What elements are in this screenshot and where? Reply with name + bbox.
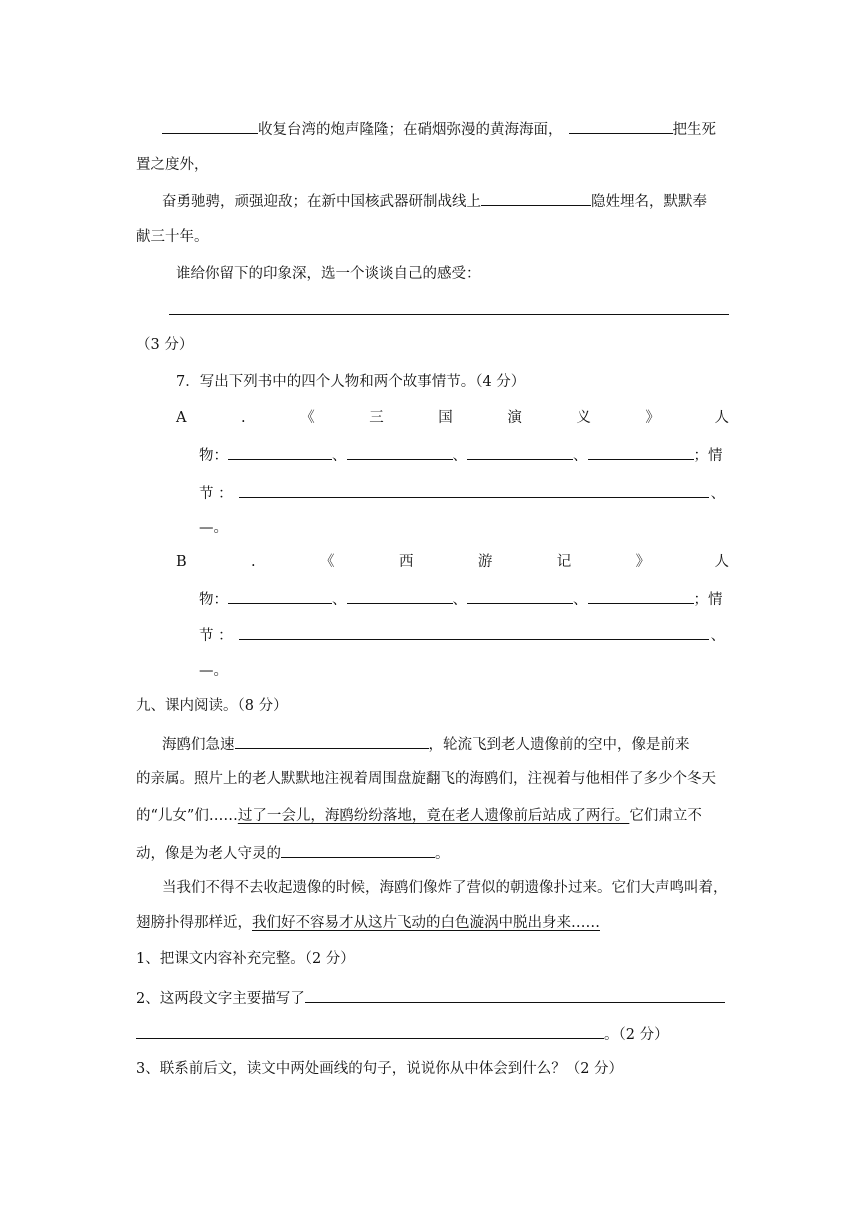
text: 海鸥们急速 [162, 737, 235, 753]
score-text: （3 分） [136, 337, 194, 353]
fill-blank[interactable] [239, 624, 709, 640]
fill-blank[interactable] [347, 588, 453, 604]
characters-line-a [199, 444, 723, 466]
text: 收复台湾的炮声隆隆；在硝烟弥漫的黄海海面， [258, 122, 563, 138]
question-2 [136, 987, 725, 1009]
text: 2、这两段文字主要描写了 [136, 991, 305, 1007]
plot-line-a [199, 482, 725, 504]
token: 义 [576, 410, 591, 426]
text: 。 [435, 846, 450, 862]
token: B [176, 554, 187, 570]
underlined-sentence: 我们好不容易才从这片飞动的白色漩涡中脱出身来…… [252, 915, 600, 931]
fill-blank[interactable] [481, 190, 591, 206]
text: 动，像是为老人守灵的 [136, 846, 281, 862]
text-line [162, 118, 716, 140]
text: 、 [452, 592, 467, 608]
tail-a: —。 [199, 520, 228, 536]
text-line [162, 190, 707, 212]
text: 、 [710, 628, 726, 644]
fill-blank[interactable] [239, 482, 709, 498]
token: 人 [714, 410, 729, 426]
text: 。（2 分） [604, 1027, 669, 1043]
text: ；情 [693, 592, 723, 608]
fill-blank[interactable] [228, 588, 332, 604]
token: . [241, 410, 246, 426]
book-b-line [176, 552, 729, 572]
question: 谁给你留下的印象深，选一个谈谈自己的感受： [176, 266, 481, 282]
fill-blank[interactable] [305, 987, 725, 1003]
text: 、 [332, 448, 347, 464]
passage-line [136, 913, 600, 933]
token: 游 [477, 554, 493, 570]
token: 记 [556, 554, 572, 570]
fill-blank[interactable] [588, 444, 694, 460]
token: 人 [714, 554, 729, 570]
plot-line-b [199, 624, 725, 646]
question-title: 7．写出下列书中的四个人物和两个故事情节。（4 分） [176, 374, 526, 390]
text: 、 [332, 592, 347, 608]
fill-blank[interactable] [467, 444, 573, 460]
token: 《 [320, 554, 335, 570]
fill-blank[interactable] [588, 588, 694, 604]
fill-blank[interactable] [136, 1023, 604, 1039]
token: 三 [369, 410, 384, 426]
text: 节 ： [199, 628, 233, 644]
token: 》 [635, 554, 651, 570]
text: 隐姓埋名，默默奉 [591, 194, 707, 210]
fill-blank[interactable] [467, 588, 573, 604]
text: 、 [452, 448, 467, 464]
passage-line: 的亲属。照片上的老人默默地注视着周围盘旋翻飞的海鸥们，注视着与他相伴了多少个冬天 [136, 771, 716, 787]
fill-blank[interactable] [347, 444, 453, 460]
text: ；情 [693, 448, 723, 464]
fill-blank[interactable] [569, 118, 673, 134]
underlined-sentence: 过了一会儿，海鸥纷纷落地，竟在老人遗像前后站成了两行。 [237, 808, 630, 824]
text: 节 ： [199, 486, 233, 502]
passage-line [136, 806, 702, 826]
fill-blank[interactable] [228, 444, 332, 460]
text: ，轮流飞到老人遗像前的空中，像是前来 [428, 737, 690, 753]
text: 物： [199, 592, 228, 608]
section-title: 九、课内阅读。（8 分） [136, 698, 288, 714]
text-line: 置之度外， [136, 157, 209, 173]
fill-blank[interactable] [162, 118, 258, 134]
question-2-cont [136, 1023, 669, 1045]
book-a-line [176, 408, 729, 428]
token: 《 [300, 410, 315, 426]
text: 、 [573, 448, 588, 464]
token: A [176, 410, 187, 426]
fill-blank[interactable] [281, 842, 435, 858]
token: 国 [438, 410, 453, 426]
text: 物： [199, 448, 228, 464]
text: 它们肃立不 [629, 808, 702, 824]
passage-line [136, 842, 450, 864]
fill-blank[interactable] [235, 733, 429, 749]
characters-line-b [199, 588, 723, 610]
token: 》 [645, 410, 660, 426]
text: 奋勇驰骋，顽强迎敌；在新中国核武器研制战线上 [162, 194, 481, 210]
text-line: 献三十年。 [136, 229, 209, 245]
token: 西 [398, 554, 414, 570]
token: 演 [507, 410, 522, 426]
passage-line: 当我们不得不去收起遗像的时候，海鸥们像炸了营似的朝遗像扑过来。它们大声鸣叫着， [162, 880, 728, 896]
question-1: 1、把课文内容补充完整。（2 分） [136, 951, 355, 967]
text: 翅膀扑得那样近， [136, 915, 252, 931]
passage-line [162, 733, 690, 755]
tail-b: —。 [199, 663, 228, 679]
answer-line[interactable] [169, 314, 729, 315]
token: . [251, 554, 256, 570]
question-3: 3、联系前后文，读文中两处画线的句子，说说你从中体会到什么？（2 分） [136, 1061, 624, 1077]
text: 、 [573, 592, 588, 608]
text: 的“儿女”们…… [136, 808, 238, 824]
text: 把生死 [672, 122, 716, 138]
text: 、 [710, 486, 726, 502]
